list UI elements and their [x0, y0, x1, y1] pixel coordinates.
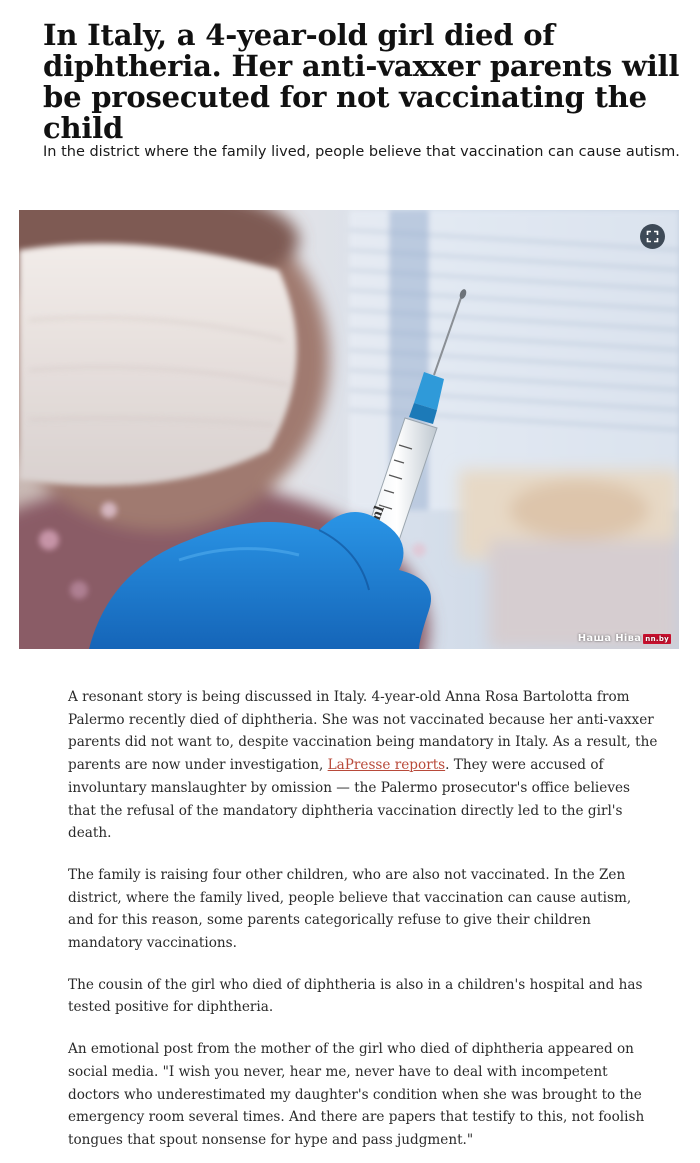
expand-image-button[interactable] [640, 224, 665, 249]
photo-watermark [578, 633, 671, 644]
article-photo [19, 210, 679, 649]
paragraph-4: An emotional post from the mother of the girl who died of diphtheria appeared on social media. "I wish you never, hear me, never have to deal with incompetent doctors who underestimated my daughter's condition when she was brought to the emergency room several times. And there are papers that testify to this, not foolish tongues that spout nonsense for hype and pass judgment." [68, 1041, 645, 1148]
paragraph-1 [68, 686, 658, 845]
paragraph-3: The cousin of the girl who died of diphtheria is also in a children's hospital and has tested positive for diphtheria. [68, 976, 643, 1016]
p1-text-end: . They were accused of involuntary manslaughter by omission — the Palermo prosecutor's office believes that the refusal of the mandatory diphtheria vaccination directly led to the girl's death. [68, 757, 631, 842]
syringe-photo-illustration [19, 210, 679, 649]
article-headline: In Italy, a 4-year-old girl died of diphtheria. Her anti-vaxxer parents will be prosecuted for not vaccinating the child [43, 18, 680, 145]
article-subtitle: In the district where the family lived, people believe that vaccination can cause autism. [43, 144, 680, 160]
article-body [68, 686, 658, 1163]
watermark-tag: nn.by [645, 634, 669, 643]
paragraph-2: The family is raising four other children, who are also not vaccinated. In the Zen district, where the family lived, people believe that vaccination can cause autism, and for this reason, some parents categorically refuse to give their children mandatory vaccinations. [68, 866, 632, 952]
lapresse-link[interactable]: LaPresse reports [327, 757, 446, 774]
p1-text-start: A resonant story is being discussed in Italy. 4-year-old Anna Rosa Bartolotta from Palermo recently died of diphtheria. She was not vaccinated because her anti-vaxxer parents did not want to, despite vaccination being mandatory in Italy. As a result, the parents are now under investigation, [68, 689, 658, 774]
expand-icon [646, 230, 659, 243]
watermark-text: Наша Ніва [577, 633, 642, 644]
